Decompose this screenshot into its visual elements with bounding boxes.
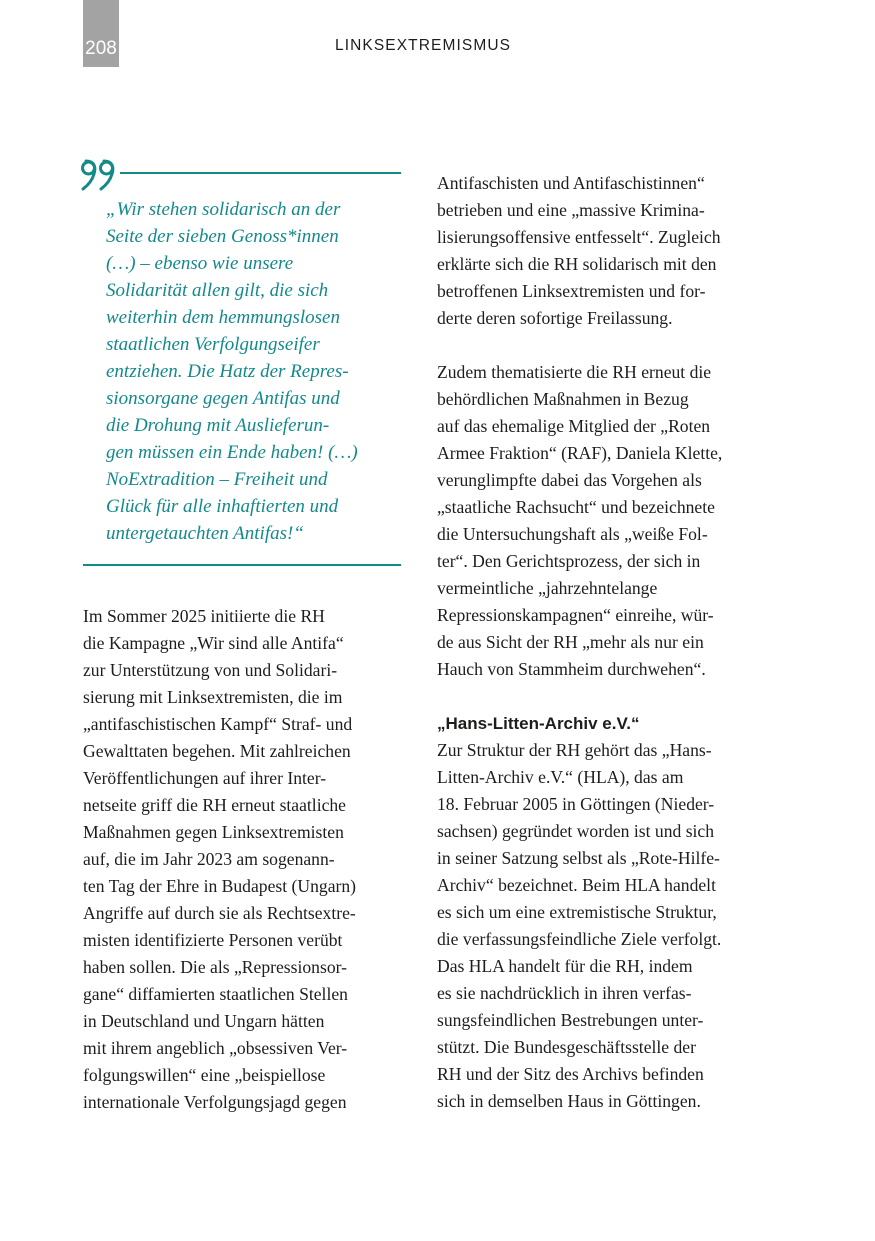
running-title: LINKSEXTREMISMUS [335, 37, 512, 54]
body-line: „antifaschistischen Kampf“ Straf- und [83, 714, 353, 734]
body-line: Litten-Archiv e.V.“ (HLA), das am [437, 767, 684, 787]
quote-line: staatlichen Verfolgungseifer [106, 334, 320, 355]
quote-line: Solidarität allen gilt, die sich [106, 280, 329, 301]
body-line: Im Sommer 2025 initiierte die RH [83, 606, 325, 626]
quote-line: Seite der sieben Genoss*innen [106, 226, 339, 247]
body-line: die Untersuchungshaft als „weiße Fol- [437, 524, 708, 544]
body-line: haben sollen. Die als „Repressionsor- [83, 957, 347, 977]
body-line: betroffenen Linksextremisten und for- [437, 281, 706, 301]
body-line: Angriffe auf durch sie als Rechtsextre- [83, 903, 356, 923]
quote-line: entziehen. Die Hatz der Repres- [106, 361, 349, 382]
body-line: sierung mit Linksextremisten, die im [83, 687, 343, 707]
body-line: folgungswillen“ eine „beispiellose [83, 1065, 326, 1085]
quote-line: die Drohung mit Auslieferun- [106, 415, 330, 436]
body-line: misten identifizierte Personen verübt [83, 930, 343, 950]
body-line: betrieben und eine „massive Krimina- [437, 200, 705, 220]
quote-bottom-rule [83, 564, 401, 566]
body-line: stützt. Die Bundesgeschäftsstelle der [437, 1037, 696, 1057]
quote-line: sionsorgane gegen Antifas und [106, 388, 340, 409]
paragraph-gap [437, 683, 767, 710]
body-line: Das HLA handelt für die RH, indem [437, 956, 693, 976]
body-line: mit ihrem angeblich „obsessiven Ver- [83, 1038, 348, 1058]
body-line: RH und der Sitz des Archivs befinden [437, 1064, 704, 1084]
body-line: ter“. Den Gerichtsprozess, der sich in [437, 551, 701, 571]
page-number: 208 [85, 38, 117, 59]
body-line: lisierungsoffensive entfesselt“. Zugleich [437, 227, 721, 247]
body-line: gane“ diffamierten staatlichen Stellen [83, 984, 348, 1004]
body-line: Zudem thematisierte die RH erneut die [437, 362, 712, 382]
body-line: die verfassungsfeindliche Ziele verfolgt. [437, 929, 722, 949]
quote-line: gen müssen ein Ende haben! (…) [106, 442, 358, 463]
body-line: Archiv“ bezeichnet. Beim HLA handelt [437, 875, 716, 895]
body-line: Maßnahmen gegen Linksextremisten [83, 822, 344, 842]
quote-line: „Wir stehen solidarisch an der [106, 199, 341, 220]
quote-line: weiterhin dem hemmungslosen [106, 307, 340, 328]
body-line: Repressionskampagnen“ einreihe, wür- [437, 605, 714, 625]
body-line: sachsen) gegründet worden ist und sich [437, 821, 715, 841]
closing-quote-mark-icon [80, 158, 120, 194]
pull-quote-text [106, 196, 406, 547]
body-line: netseite griff die RH erneut staatliche [83, 795, 346, 815]
body-line: auf das ehemalige Mitglied der „Roten [437, 416, 711, 436]
quote-line: untergetauchten Antifas!“ [106, 523, 304, 544]
body-line: sich in demselben Haus in Göttingen. [437, 1091, 701, 1111]
body-line: Armee Fraktion“ (RAF), Daniela Klette, [437, 443, 723, 463]
body-line: die Kampagne „Wir sind alle Antifa“ [83, 633, 344, 653]
body-line: 18. Februar 2005 in Göttingen (Nieder- [437, 794, 715, 814]
quote-line: Glück für alle inhaftierten und [106, 496, 339, 517]
body-line: erklärte sich die RH solidarisch mit den [437, 254, 717, 274]
right-body-column [437, 170, 767, 1115]
body-line: in Deutschland und Ungarn hätten [83, 1011, 325, 1031]
body-line: Hauch von Stammheim durchwehen“. [437, 659, 706, 679]
body-line: Antifaschisten und Antifaschistinnen“ [437, 173, 705, 193]
body-line: auf, die im Jahr 2023 am sogenann- [83, 849, 335, 869]
body-line: de aus Sicht der RH „mehr als nur ein [437, 632, 704, 652]
body-line: derte deren sofortige Freilassung. [437, 308, 673, 328]
body-line: Gewalttaten begehen. Mit zahlreichen [83, 741, 351, 761]
body-line: es sich um eine extremistische Struktur, [437, 902, 717, 922]
body-line: „staatliche Rachsucht“ und bezeichnete [437, 497, 715, 517]
quote-line: NoExtradition – Freiheit und [106, 469, 328, 490]
body-line: es sie nachdrücklich in ihren verfas- [437, 983, 692, 1003]
body-line: Veröffentlichungen auf ihrer Inter- [83, 768, 327, 788]
left-body-column [83, 603, 413, 1116]
body-line: behördlichen Maßnahmen in Bezug [437, 389, 689, 409]
page-number-tab [83, 0, 119, 67]
section-subheading: „Hans-Litten-Archiv e.V.“ [437, 714, 640, 733]
body-line: sungsfeindlichen Bestrebungen unter- [437, 1010, 704, 1030]
body-line: ten Tag der Ehre in Budapest (Ungarn) [83, 876, 357, 896]
body-line: Zur Struktur der RH gehört das „Hans- [437, 740, 712, 760]
body-line: verunglimpfte dabei das Vorgehen als [437, 470, 702, 490]
body-line: internationale Verfolgungsjagd gegen [83, 1092, 347, 1112]
body-line: vermeintliche „jahrzehntelange [437, 578, 658, 598]
paragraph-gap [437, 332, 767, 359]
quote-top-rule [120, 172, 401, 174]
body-line: in seiner Satzung selbst als „Rote-Hilfe- [437, 848, 720, 868]
quote-line: (…) – ebenso wie unsere [106, 253, 294, 274]
body-line: zur Unterstützung von und Solidari- [83, 660, 338, 680]
